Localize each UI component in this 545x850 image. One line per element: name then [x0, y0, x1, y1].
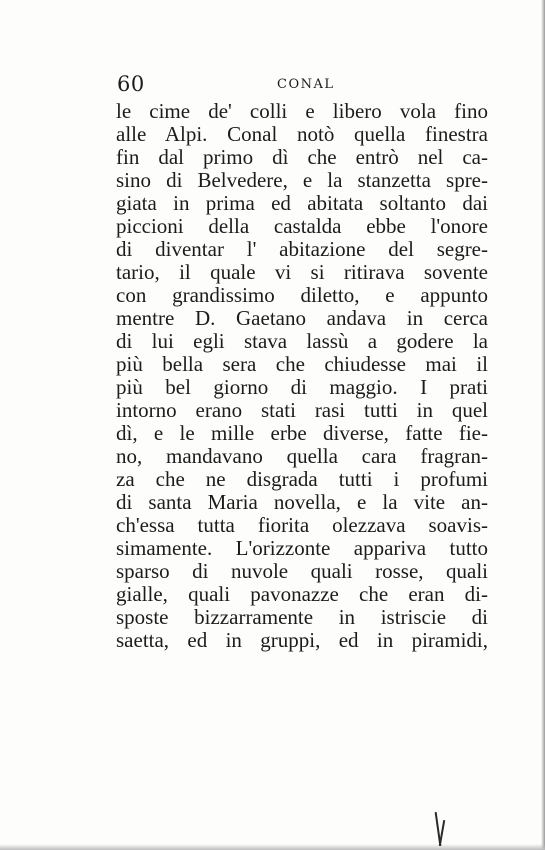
scan-shadow-right — [541, 0, 545, 850]
page-header — [117, 72, 487, 100]
scan-speck — [439, 820, 445, 846]
text-line: za che ne disgrada tutti i profumi — [116, 467, 488, 491]
text-line: di diventar l' abitazione del segre- — [116, 237, 488, 261]
body-text — [116, 100, 488, 652]
scan-shadow-bottom — [0, 844, 545, 850]
text-line: sino di Belvedere, e la stanzetta spre- — [116, 168, 488, 192]
text-line: sposte bizzarramente in istriscie di — [116, 605, 488, 629]
text-line: fin dal primo dì che entrò nel ca- — [116, 145, 488, 169]
text-line: ch'essa tutta fiorita olezzava soavis- — [116, 513, 488, 537]
text-line: sparso di nuvole quali rosse, quali — [116, 559, 488, 583]
text-line: più bella sera che chiudesse mai il — [116, 352, 488, 376]
text-line: saetta, ed in gruppi, ed in piramidi, — [116, 628, 488, 652]
text-line: dì, e le mille erbe diverse, fatte fie- — [116, 421, 488, 445]
text-line: con grandissimo diletto, e appunto — [116, 283, 488, 307]
text-line: no, mandavano quella cara fragran- — [116, 444, 488, 468]
text-line: alle Alpi. Conal notò quella finestra — [116, 122, 488, 146]
text-line: le cime de' colli e libero vola fino — [116, 99, 488, 123]
text-line: tario, il quale vi si ritirava sovente — [116, 260, 488, 284]
text-line: più bel giorno di maggio. I prati — [116, 375, 488, 399]
text-line: di lui egli stava lassù a godere la — [116, 329, 488, 353]
text-line: giata in prima ed abitata soltanto dai — [116, 191, 488, 215]
text-line: di santa Maria novella, e la vite an- — [116, 490, 488, 514]
text-line: gialle, quali pavonazze che eran di- — [116, 582, 488, 606]
text-line: simamente. L'orizzonte appariva tutto — [116, 536, 488, 560]
text-line: mentre D. Gaetano andava in cerca — [116, 306, 488, 330]
running-title: CONAL — [277, 77, 335, 92]
text-line: intorno erano stati rasi tutti in quel — [116, 398, 488, 422]
page-number: 60 — [117, 72, 145, 96]
text-line: piccioni della castalda ebbe l'onore — [116, 214, 488, 238]
